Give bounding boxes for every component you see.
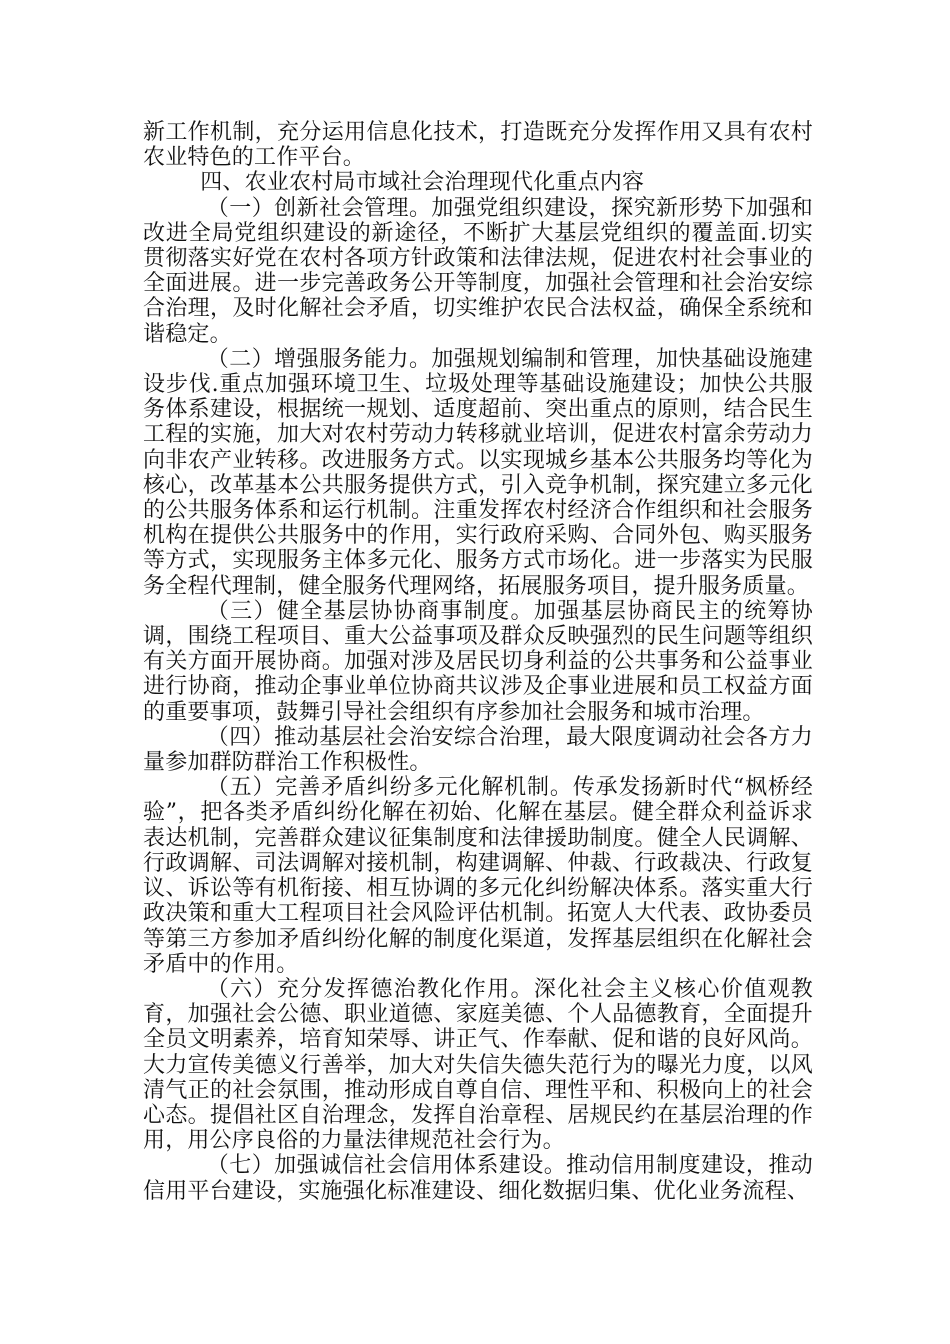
paragraph-service-capability: （二）增强服务能力。加强规划编制和管理，加快基础设施建设步伐.重点加强环境卫生、垃圾处理等基础设施建设；加快公共服务体系建设，根据统一规划、适度超前、突出重点的原则，结合民生工程的实施，加大对农村劳动力转移就业培训，促进农村富余劳动力向非农产业转移。改进服务方式。以实现城乡基本公共服务均等化为核心，改革基本公共服务提供方式，引入竞争机制，探究建立多元化的公共服务体系和运行机制。注重发挥农村经济合作组织和社会服务机构在提供公共服务中的作用，实行政府采购、合同外包、购买服务等方式，实现服务主体多元化、服务方式市场化。进一步落实为民服务全程代理制，健全服务代理网络，拓展服务项目，提升服务质量。 bbox=[143, 346, 813, 599]
paragraph-dispute-resolution: （五）完善矛盾纠纷多元化解机制。传承发扬新时代“枫桥经验”，把各类矛盾纠纷化解在初始、化解在基层。健全群众利益诉求表达机制，完善群众建议征集制度和法律援助制度。健全人民调解、行政调解、司法调解对接机制，构建调解、仲裁、行政裁决、行政复议、诉讼等有机衔接、相互协调的多元化纠纷解决体系。落实重大行政决策和重大工程项目社会风险评估机制。拓宽人大代表、政协委员等第三方参加矛盾纠纷化解的制度化渠道，发挥基层组织在化解社会矛盾中的作用。 bbox=[143, 775, 813, 977]
document-page bbox=[143, 120, 813, 1204]
paragraph-innovate-social-management: （一）创新社会管理。加强党组织建设，探究新形势下加强和改进全局党组织建设的新途径，不断扩大基层党组织的覆盖面.切实贯彻落实好党在农村各项方针政策和法律法规，促进农村社会事业的全面进展。进一步完善政务公开等制度，加强社会管理和社会治安综合治理，及时化解社会矛盾，切实维护农民合法权益，确保全系统和谐稳定。 bbox=[143, 195, 813, 347]
section-heading: 四、农业农村局市域社会治理现代化重点内容 bbox=[200, 170, 645, 196]
paragraph-moral-education: （六）充分发挥德治教化作用。深化社会主义核心价值观教育，加强社会公德、职业道德、家庭美德、个人品德教育，全面提升全员文明素养，培育知荣辱、讲正气、作奉献、促和谐的良好风尚。大力宣传美德义行善举，加大对失信失德失范行为的曝光力度，以风清气正的社会氛围，推动形成自尊自信、理性平和、积极向上的社会心态。提倡社区自治理念，发挥自治章程、居规民约在基层治理的作用，用公序良俗的力量法律规范社会行为。 bbox=[143, 976, 813, 1154]
paragraph-credit-system: （七）加强诚信社会信用体系建设。推动信用制度建设，推动信用平台建设，实施强化标准建设、细化数据归集、优化业务流程、 bbox=[143, 1153, 813, 1204]
paragraph-public-security: （四）推动基层社会治安综合治理，最大限度调动社会各方力量参加群防群治工作积极性。 bbox=[143, 724, 813, 776]
paragraph-consultation-system: （三）健全基层协协商事制度。加强基层协商民主的统筹协调，围绕工程项目、重大公益事项及群众反映强烈的民生问题等组织有关方面开展协商。加强对涉及居民切身利益的公共事务和公益事业进行协商，推动企事业单位协商共议涉及企事业进展和员工权益方面的重要事项，鼓舞引导社会组织有序参加社会服务和城市治理。 bbox=[143, 598, 813, 725]
paragraph-continuation: 新工作机制，充分运用信息化技术，打造既充分发挥作用又具有农村农业特色的工作平台。 bbox=[143, 120, 813, 171]
